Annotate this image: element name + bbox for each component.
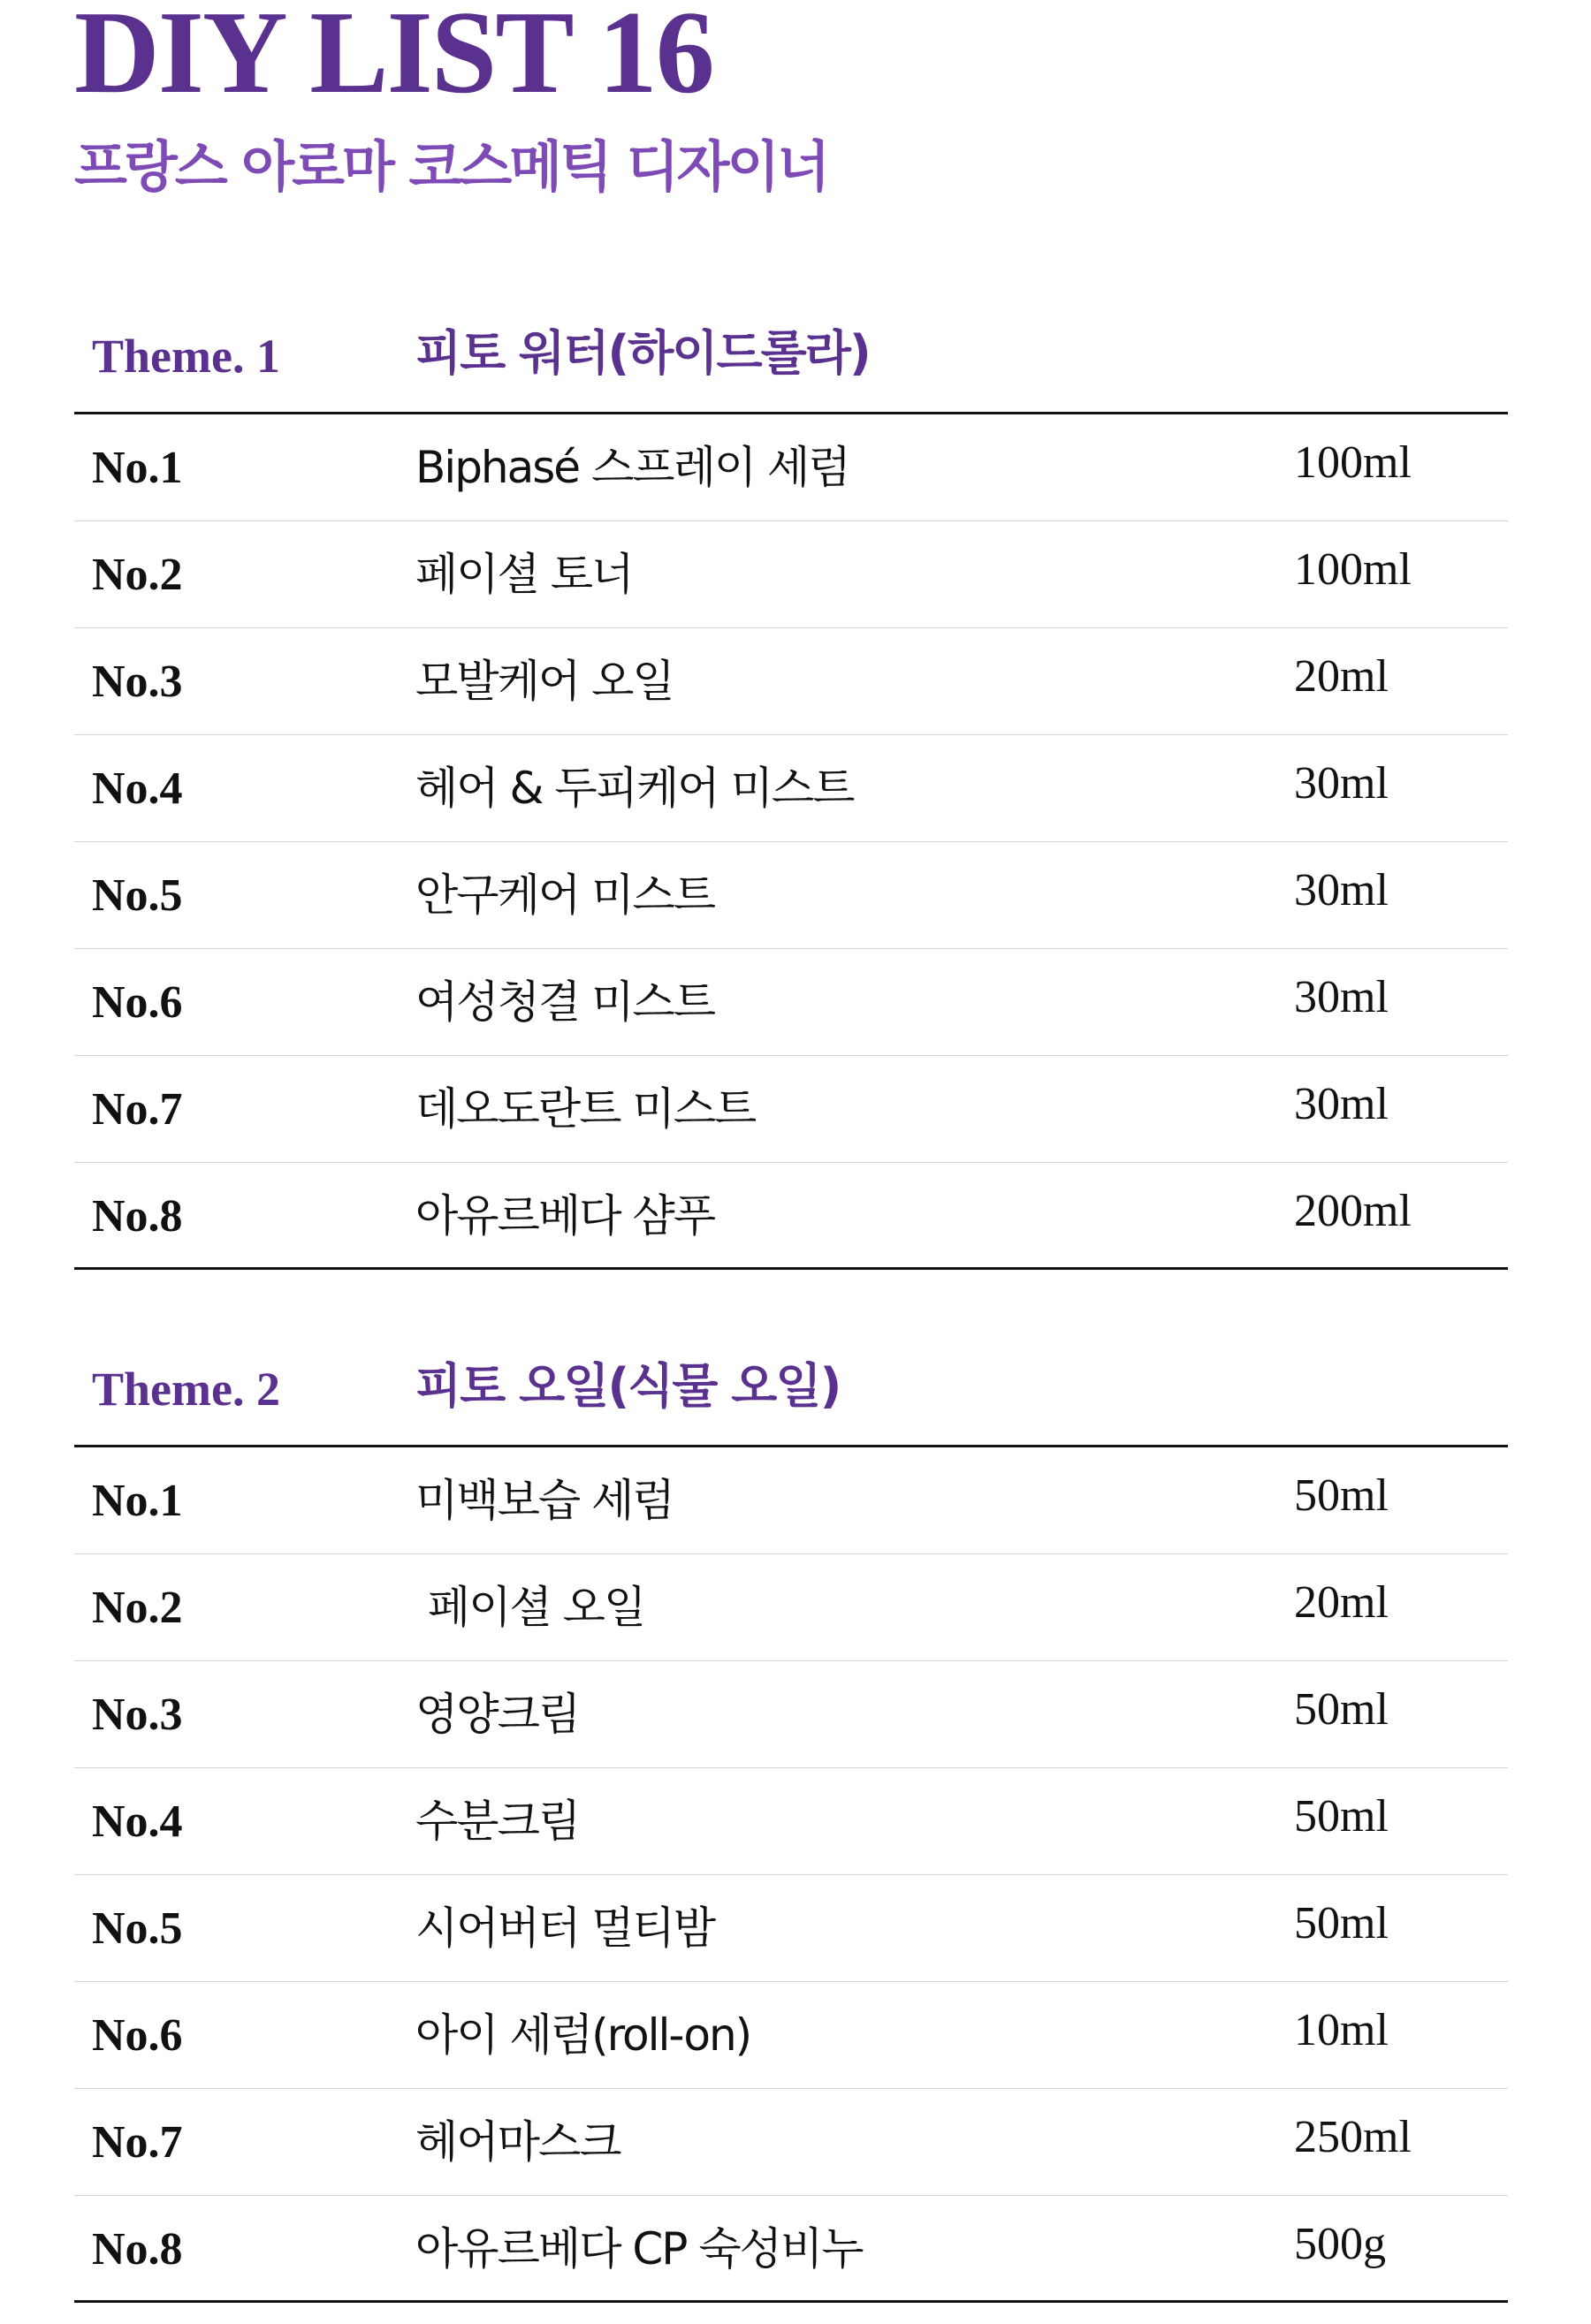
item-volume: 200ml (1294, 1186, 1412, 1236)
table-row (74, 1056, 1508, 1163)
theme-header (74, 1353, 1508, 1447)
item-number: No.1 (92, 1476, 183, 1526)
item-number: No.4 (92, 763, 183, 814)
page-subtitle: 프랑스 아로마 코스메틱 디자이너 (74, 134, 828, 199)
table-row (74, 1875, 1508, 1982)
table-row (74, 949, 1508, 1056)
item-volume: 250ml (1294, 2112, 1412, 2162)
item-name: 미백보습 세럼 (415, 1475, 674, 1526)
table-row (74, 1554, 1508, 1661)
table-row (74, 521, 1508, 628)
item-volume: 30ml (1294, 758, 1389, 809)
item-volume: 30ml (1294, 1079, 1389, 1129)
table-row (74, 735, 1508, 842)
item-name: 아유르베다 샴푸 (415, 1190, 714, 1242)
item-name: Biphasé 스프레이 세럼 (415, 442, 849, 493)
item-volume: 30ml (1294, 865, 1389, 915)
table-row (74, 1982, 1508, 2089)
item-name: 페이셜 토너 (415, 549, 633, 600)
item-volume: 500g (1294, 2219, 1386, 2269)
item-name: 수분크림 (415, 1796, 580, 1847)
item-number: No.5 (92, 1903, 183, 1954)
item-volume: 100ml (1294, 437, 1412, 488)
theme-1-section (74, 320, 1508, 1270)
item-number: No.6 (92, 2010, 183, 2061)
table-row (74, 842, 1508, 949)
table-row (74, 628, 1508, 735)
item-volume: 50ml (1294, 1684, 1389, 1735)
item-volume: 10ml (1294, 2005, 1389, 2055)
theme-label: Theme. 1 (92, 330, 280, 383)
item-name: 헤어마스크 (415, 2116, 620, 2168)
item-volume: 20ml (1294, 1577, 1389, 1628)
theme-label: Theme. 2 (92, 1363, 280, 1416)
item-name: 안구케어 미스트 (415, 870, 714, 921)
item-name: 페이셜 오일 (415, 1582, 645, 1633)
item-name: 모발케어 오일 (415, 656, 674, 707)
table-row (74, 1661, 1508, 1768)
item-name: 영양크림 (415, 1689, 580, 1740)
item-number: No.8 (92, 2224, 183, 2275)
item-number: No.6 (92, 977, 183, 1028)
item-number: No.7 (92, 1084, 183, 1135)
item-number: No.2 (92, 550, 183, 600)
table-row (74, 1447, 1508, 1554)
table-row (74, 2196, 1508, 2303)
item-number: No.8 (92, 1191, 183, 1242)
item-number: No.3 (92, 657, 183, 707)
item-volume: 50ml (1294, 1898, 1389, 1948)
item-volume: 50ml (1294, 1470, 1389, 1521)
item-name: 데오도란트 미스트 (415, 1083, 756, 1135)
item-volume: 20ml (1294, 651, 1389, 702)
item-number: No.1 (92, 443, 183, 493)
item-volume: 50ml (1294, 1791, 1389, 1842)
item-number: No.7 (92, 2117, 183, 2168)
theme-title: 피토 워터(하이드롤라) (415, 325, 870, 381)
item-name: 아유르베다 CP 숙성비누 (415, 2223, 863, 2275)
item-number: No.2 (92, 1583, 183, 1633)
item-volume: 30ml (1294, 972, 1389, 1022)
item-name: 여성청결 미스트 (415, 976, 714, 1028)
table-row (74, 2089, 1508, 2196)
page-title: DIY LIST 16 (74, 0, 713, 118)
item-name: 시어버터 멀티밤 (415, 1902, 714, 1954)
item-number: No.4 (92, 1796, 183, 1847)
theme-header (74, 320, 1508, 414)
theme-2-section (74, 1353, 1508, 2303)
item-number: No.3 (92, 1690, 183, 1740)
item-name: 헤어 & 두피케어 미스트 (415, 763, 854, 814)
table-row (74, 1163, 1508, 1270)
table-row (74, 414, 1508, 521)
item-name: 아이 세럼(roll-on) (415, 2009, 751, 2061)
theme-title: 피토 오일(식물 오일) (415, 1358, 841, 1414)
item-number: No.5 (92, 870, 183, 921)
table-row (74, 1768, 1508, 1875)
item-volume: 100ml (1294, 544, 1412, 595)
